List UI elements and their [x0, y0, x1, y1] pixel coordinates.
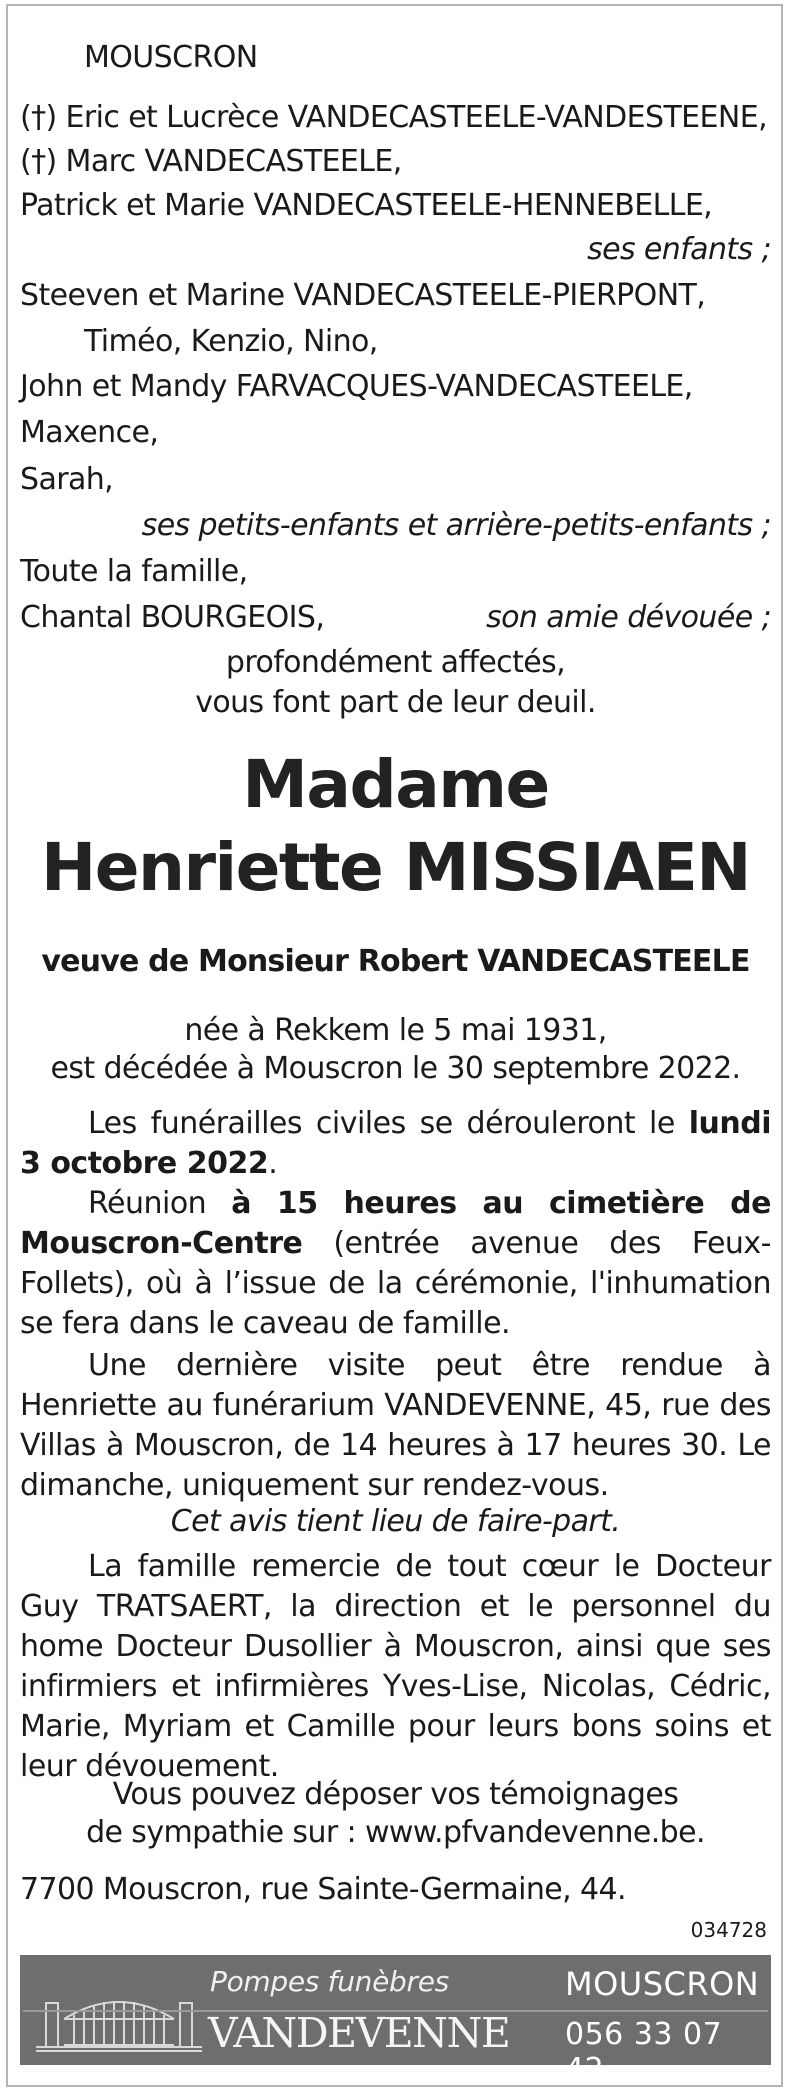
- meeting-time-place: à 15 heures au cimetière de Mouscron-Centre: [20, 1186, 771, 1261]
- family-line-7: John et Mandy FARVACQUES-VANDECASTEELE,: [20, 369, 693, 404]
- funeral-period: .: [268, 1146, 278, 1181]
- family-role-friend: son amie dévouée ;: [486, 600, 771, 635]
- family-line-3: Patrick et Marie VANDECASTEELE-HENNEBELLE,: [20, 188, 713, 223]
- condolence-line-1: Vous pouvez déposer vos témoignages: [112, 1777, 679, 1812]
- family-line-12: Chantal BOURGEOIS,: [20, 600, 325, 635]
- family-role-children: ses enfants ;: [587, 232, 771, 267]
- meeting-text: Réunion: [88, 1186, 232, 1221]
- banner-company: VANDEVENNE: [208, 2009, 510, 2057]
- birth-line: née à Rekkem le 5 mai 1931,: [184, 1013, 607, 1048]
- family-line-1: (†) Eric et Lucrèce VANDECASTEELE-VANDESTEENE,: [20, 100, 768, 135]
- thanks-paragraph: La famille remercie de tout cœur le Docteur Guy TRATSAERT, la direction et le personnel du home Docteur Dusollier à Mouscron, ainsi que ses infirmiers et infirmières Yves-Lise, Nicolas, Cédric, Marie, Myriam et Camille pour leurs bons soins et leur dévouement.: [20, 1549, 771, 1784]
- address-line: 7700 Mouscron, rue Sainte-Germaine, 44.: [20, 1872, 626, 1907]
- funeral-home-banner: [20, 1955, 771, 2087]
- header-city: MOUSCRON: [84, 40, 258, 75]
- widow-of: veuve de Monsieur Robert VANDECASTEELE: [41, 944, 750, 979]
- family-line-11: Toute la famille,: [20, 554, 248, 589]
- meeting-details: (entrée avenue des Feux-Follets), où à l’issue de la cérémonie, l'inhumation se fera dans le caveau de famille.: [20, 1226, 771, 1341]
- meeting-paragraph: [20, 1184, 771, 1344]
- family-line-2: (†) Marc VANDECASTEELE,: [20, 144, 402, 179]
- family-line-6: Timéo, Kenzio, Nino,: [84, 324, 378, 359]
- notice-line: Cet avis tient lieu de faire-part.: [170, 1504, 621, 1539]
- banner-pompes: Pompes funèbres: [210, 1965, 449, 1998]
- mourning-line: vous font part de leur deuil.: [195, 685, 596, 720]
- death-line: est décédée à Mouscron le 30 septembre 2022.: [50, 1051, 741, 1086]
- reference-number: 034728: [690, 1918, 767, 1942]
- condolence-line-2: de sympathie sur : www.pfvandevenne.be.: [86, 1815, 705, 1850]
- deceased-title: Madame: [242, 746, 549, 823]
- family-line-8: Maxence,: [20, 415, 159, 450]
- funeral-paragraph: [20, 1104, 771, 1184]
- deceased-name: Henriette MISSIAEN: [40, 829, 751, 906]
- funeral-date: lundi 3 octobre 2022: [20, 1106, 771, 1181]
- family-line-5: Steeven et Marine VANDECASTEELE-PIERPONT,: [20, 278, 706, 313]
- family-role-grandchildren: ses petits-enfants et arrière-petits-enfants ;: [141, 508, 771, 543]
- banner-city: MOUSCRON: [565, 1965, 760, 2003]
- family-line-9: Sarah,: [20, 462, 114, 497]
- affected-line: profondément affectés,: [225, 645, 566, 680]
- funeral-text: Les funérailles civiles se dérouleront le: [88, 1106, 689, 1141]
- banner-phone: 056 33 07 42: [565, 2017, 723, 2087]
- visit-paragraph: Une dernière visite peut être rendue à Henriette au funérarium VANDEVENNE, 45, rue des Villas à Mouscron, de 14 heures à 17 heures 30. Le dimanche, uniquement sur rendez-vous.: [20, 1348, 771, 1503]
- gate-icon: [34, 1985, 204, 2055]
